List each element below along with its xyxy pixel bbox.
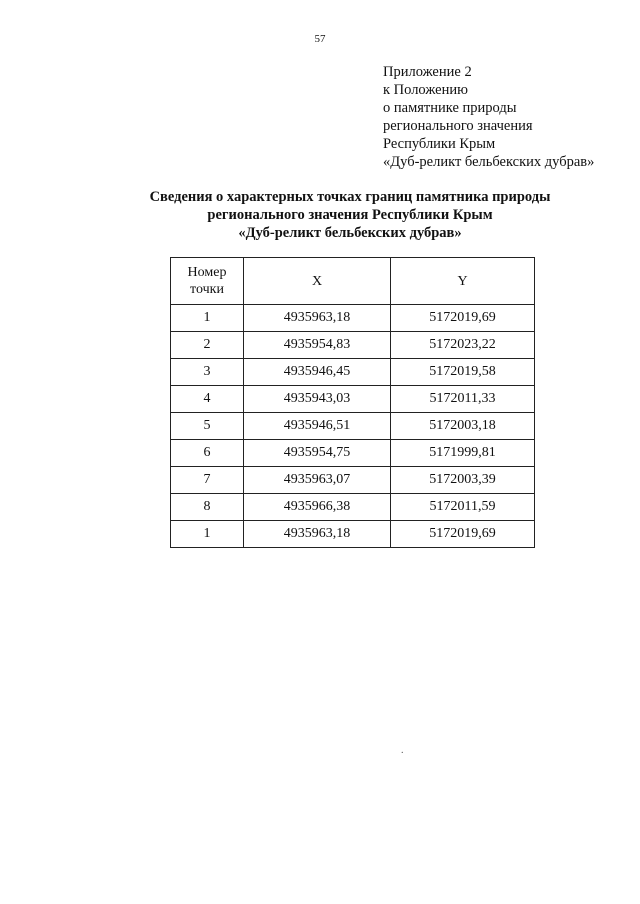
cell-x: 4935966,38 xyxy=(244,494,391,521)
cell-point-number: 3 xyxy=(171,359,244,386)
table-row xyxy=(171,305,535,332)
cell-point-number: 6 xyxy=(171,440,244,467)
heading-line: «Дуб-реликт бельбекских дубрав» xyxy=(238,225,462,241)
cell-point-number: 1 xyxy=(171,305,244,332)
cell-y: 5171999,81 xyxy=(391,440,535,467)
table-row xyxy=(171,521,535,548)
table-body xyxy=(171,305,535,548)
cell-point-number: 5 xyxy=(171,413,244,440)
document-heading xyxy=(0,188,640,242)
table-row xyxy=(171,332,535,359)
cell-y: 5172011,33 xyxy=(391,386,535,413)
cell-point-number: 8 xyxy=(171,494,244,521)
coordinates-table xyxy=(170,257,535,548)
cell-x: 4935954,83 xyxy=(244,332,391,359)
table-row xyxy=(171,359,535,386)
table-row xyxy=(171,413,535,440)
cell-y: 5172003,39 xyxy=(391,467,535,494)
cell-y: 5172023,22 xyxy=(391,332,535,359)
heading-line: Сведения о характерных точках границ памятника природы xyxy=(149,189,551,205)
cell-y: 5172011,59 xyxy=(391,494,535,521)
cell-x: 4935963,18 xyxy=(244,521,391,548)
table-row xyxy=(171,386,535,413)
appendix-line: регионального значения xyxy=(383,118,533,134)
appendix-line: к Положению xyxy=(383,82,468,98)
cell-point-number: 7 xyxy=(171,467,244,494)
column-header-y: Y xyxy=(391,258,535,305)
appendix-line: Приложение 2 xyxy=(383,64,472,80)
table-header-row xyxy=(171,258,535,305)
cell-y: 5172019,69 xyxy=(391,521,535,548)
table-row xyxy=(171,494,535,521)
table-row xyxy=(171,467,535,494)
page-number: 57 xyxy=(314,33,326,45)
appendix-line: Республики Крым xyxy=(383,136,496,152)
heading-line: регионального значения Республики Крым xyxy=(207,207,493,223)
cell-x: 4935946,45 xyxy=(244,359,391,386)
cell-x: 4935963,07 xyxy=(244,467,391,494)
cell-point-number: 4 xyxy=(171,386,244,413)
cell-point-number: 2 xyxy=(171,332,244,359)
column-header-point-number: Номер точки xyxy=(171,258,244,305)
column-header-x: X xyxy=(244,258,391,305)
table-row xyxy=(171,440,535,467)
cell-x: 4935943,03 xyxy=(244,386,391,413)
cell-x: 4935954,75 xyxy=(244,440,391,467)
cell-y: 5172019,69 xyxy=(391,305,535,332)
cell-point-number: 1 xyxy=(171,521,244,548)
appendix-line: «Дуб-реликт бельбекских дубрав» xyxy=(383,154,595,170)
cell-y: 5172003,18 xyxy=(391,413,535,440)
appendix-line: о памятнике природы xyxy=(383,100,517,116)
cell-y: 5172019,58 xyxy=(391,359,535,386)
cell-x: 4935946,51 xyxy=(244,413,391,440)
appendix-block xyxy=(383,63,594,171)
cell-x: 4935963,18 xyxy=(244,305,391,332)
stray-mark: . xyxy=(401,745,404,756)
